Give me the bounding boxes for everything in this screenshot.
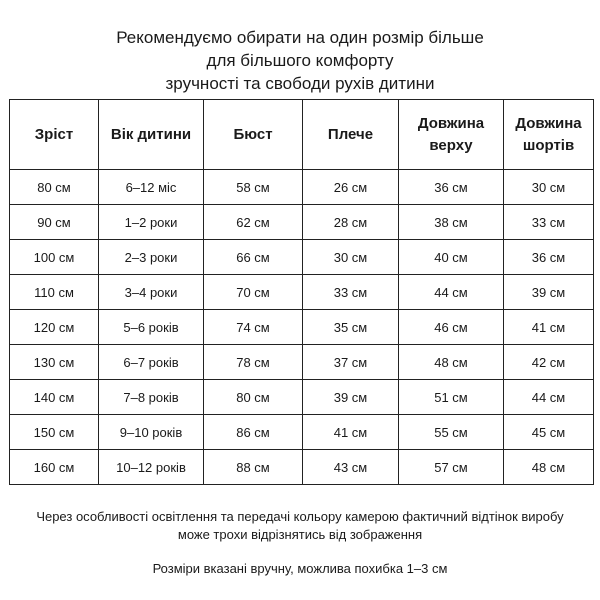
- table-row: [10, 415, 594, 450]
- heading-line-2: для більшого комфорту: [206, 51, 394, 70]
- table-cell: 6–12 міс: [99, 170, 204, 205]
- column-header-line: Бюст: [233, 125, 273, 143]
- color-disclaimer-line-2: може трохи відрізнятись від зображення: [177, 527, 423, 542]
- table-cell: 30 см: [504, 170, 594, 205]
- table-cell: 36 см: [504, 240, 594, 275]
- column-header: [99, 100, 204, 170]
- table-cell: 41 см: [504, 310, 594, 345]
- table-cell: 37 см: [303, 345, 399, 380]
- heading-line-3: зручності та свободи рухів дитини: [165, 74, 435, 93]
- table-header-row: [10, 100, 594, 170]
- table-row: [10, 170, 594, 205]
- table-cell: 70 см: [204, 275, 303, 310]
- table-cell: 100 см: [10, 240, 99, 275]
- table-cell: 6–7 років: [99, 345, 204, 380]
- table-cell: 150 см: [10, 415, 99, 450]
- table-cell: 42 см: [504, 345, 594, 380]
- color-disclaimer-line-1: Через особливості освітлення та передачі кольору камерою фактичний відтінок виробу: [36, 509, 564, 524]
- table-cell: 62 см: [204, 205, 303, 240]
- table-cell: 9–10 років: [99, 415, 204, 450]
- table-cell: 3–4 роки: [99, 275, 204, 310]
- table-cell: 120 см: [10, 310, 99, 345]
- table-row: [10, 275, 594, 310]
- column-header-line: шортів: [522, 136, 575, 154]
- measurement-note: Розміри вказані вручну, можлива похибка 1–3 см: [152, 561, 448, 576]
- table-cell: 46 см: [399, 310, 504, 345]
- table-cell: 80 см: [10, 170, 99, 205]
- column-header: [399, 100, 504, 170]
- table-cell: 36 см: [399, 170, 504, 205]
- column-header-line: Довжина: [515, 114, 582, 132]
- table-cell: 35 см: [303, 310, 399, 345]
- column-header: [204, 100, 303, 170]
- table-row: [10, 310, 594, 345]
- table-cell: 38 см: [399, 205, 504, 240]
- column-header-line: Зріст: [34, 125, 74, 143]
- table-cell: 44 см: [504, 380, 594, 415]
- table-cell: 43 см: [303, 450, 399, 485]
- table-cell: 44 см: [399, 275, 504, 310]
- table-body: [10, 170, 594, 485]
- table-cell: 88 см: [204, 450, 303, 485]
- column-header: [303, 100, 399, 170]
- table-cell: 58 см: [204, 170, 303, 205]
- column-header: [504, 100, 594, 170]
- column-header: [10, 100, 99, 170]
- table-cell: 86 см: [204, 415, 303, 450]
- size-chart-table: [9, 99, 594, 485]
- table-cell: 90 см: [10, 205, 99, 240]
- column-header-line: Плече: [327, 125, 374, 143]
- table-cell: 48 см: [504, 450, 594, 485]
- table-cell: 33 см: [303, 275, 399, 310]
- table-cell: 78 см: [204, 345, 303, 380]
- table-cell: 66 см: [204, 240, 303, 275]
- table-row: [10, 240, 594, 275]
- table-cell: 160 см: [10, 450, 99, 485]
- heading-line-1: Рекомендуємо обирати на один розмір більше: [116, 28, 484, 47]
- column-header-line: Довжина: [417, 114, 485, 132]
- table-cell: 26 см: [303, 170, 399, 205]
- table-cell: 74 см: [204, 310, 303, 345]
- table-cell: 39 см: [504, 275, 594, 310]
- table-cell: 2–3 роки: [99, 240, 204, 275]
- table-cell: 110 см: [10, 275, 99, 310]
- page-heading: [0, 26, 600, 95]
- table-cell: 10–12 років: [99, 450, 204, 485]
- table-cell: 5–6 років: [99, 310, 204, 345]
- color-disclaimer: [0, 508, 600, 544]
- column-header-line: Вік дитини: [110, 125, 192, 143]
- table-cell: 41 см: [303, 415, 399, 450]
- table-cell: 48 см: [399, 345, 504, 380]
- table-cell: 45 см: [504, 415, 594, 450]
- table-row: [10, 380, 594, 415]
- table-cell: 57 см: [399, 450, 504, 485]
- table-cell: 33 см: [504, 205, 594, 240]
- table-cell: 40 см: [399, 240, 504, 275]
- table-cell: 130 см: [10, 345, 99, 380]
- table-cell: 30 см: [303, 240, 399, 275]
- table-row: [10, 450, 594, 485]
- table-row: [10, 345, 594, 380]
- table-cell: 7–8 років: [99, 380, 204, 415]
- column-header-line: верху: [429, 136, 473, 154]
- table-cell: 55 см: [399, 415, 504, 450]
- table-cell: 140 см: [10, 380, 99, 415]
- table-cell: 39 см: [303, 380, 399, 415]
- table-cell: 80 см: [204, 380, 303, 415]
- table-cell: 51 см: [399, 380, 504, 415]
- table-row: [10, 205, 594, 240]
- table-cell: 1–2 роки: [99, 205, 204, 240]
- table-cell: 28 см: [303, 205, 399, 240]
